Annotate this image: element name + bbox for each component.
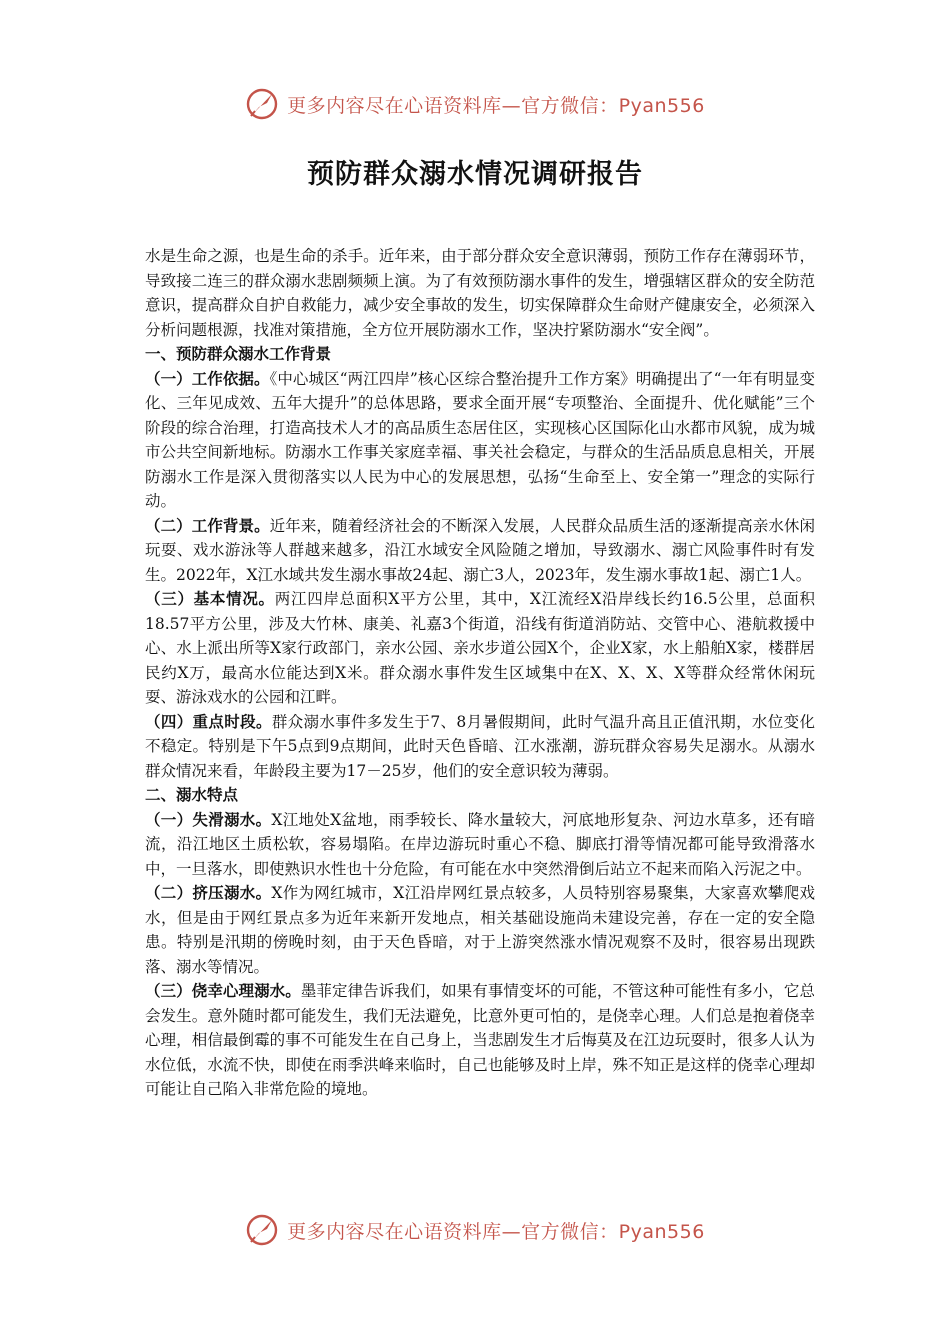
quill-logo-icon bbox=[245, 1213, 279, 1247]
section-heading: 二、溺水特点 bbox=[145, 785, 239, 804]
footer-banner bbox=[0, 1210, 950, 1250]
report-body bbox=[145, 244, 815, 1102]
intro-paragraph: 水是生命之源，也是生命的杀手。近年来，由于部分群众安全意识薄弱，预防工作存在薄弱环节，导致接二连三的群众溺水悲剧频频上演。为了有效预防溺水事件的发生，增强辖区群众的安全防范意识，提高群众自护自救能力，减少安全事故的发生，切实保障群众生命财产健康安全，必须深入分析问题根源，找准对策措施，全方位开展防溺水工作，坚决拧紧防溺水“安全阀”。 bbox=[145, 247, 815, 339]
page-title: 预防群众溺水情况调研报告 bbox=[307, 159, 643, 190]
paragraph-text: X作为网红城市，X江沿岸网红景点较多，人员特别容易聚集，大家喜欢攀爬戏水，但是由于网红景点多为近年来新开发地点，相关基础设施尚未建设完善，存在一定的安全隐患。特别是汛期的傍晚时刻，由于天色昏暗，对于上游突然涨水情况观察不及时，很容易出现跌落、溺水等情况。 bbox=[145, 884, 815, 976]
paragraph bbox=[145, 979, 815, 1102]
paragraph bbox=[145, 710, 815, 784]
paragraph-text: X江地处X盆地，雨季较长、降水量较大，河底地形复杂、河边水草多，还有暗流，沿江地区土质松软，容易塌陷。在岸边游玩时重心不稳、脚底打滑等情况都可能导致滑落水中，一旦落水，即使熟识水性也十分危险，有可能在水中突然滑倒后站立不起来而陷入污泥之中。 bbox=[145, 810, 815, 878]
paragraph-label: （三）基本情况。 bbox=[145, 589, 275, 608]
paragraph-label: （四）重点时段。 bbox=[145, 711, 272, 731]
banner-text: 更多内容尽在心语资料库—官方微信：Pyan556 bbox=[287, 94, 705, 117]
paragraph-text: 近年来，随着经济社会的不断深入发展，人民群众品质生活的逐渐提高亲水休闲玩耍、戏水游泳等人群越来越多，沿江水域安全风险随之增加，导致溺水、溺亡风险事件时有发生。2022年，X江水域共发生溺水事故24起、溺亡3人，2023年，发生溺水事故1起、溺亡1人。 bbox=[145, 516, 815, 584]
paragraph-label: （一）失滑溺水。 bbox=[145, 809, 272, 829]
paragraph-label: （二）工作背景。 bbox=[145, 515, 270, 535]
paragraph bbox=[145, 367, 815, 514]
paragraph bbox=[145, 808, 815, 882]
paragraph-text: 墨菲定律告诉我们，如果有事情变坏的可能，不管这种可能性有多小，它总会发生。意外随时都可能发生，我们无法避免，比意外更可怕的，是侥幸心理。人们总是抱着侥幸心理，相信最倒霉的事不可能发生在自己身上，当悲剧发生才后悔莫及在江边玩耍时，很多人认为水位低，水流不快，即使在雨季洪峰来临时，自己也能够及时上岸，殊不知正是这样的侥幸心理却可能让自己陷入非常危险的境地。 bbox=[145, 982, 815, 1098]
paragraph bbox=[145, 587, 815, 710]
paragraph bbox=[145, 514, 815, 588]
paragraph bbox=[145, 881, 815, 979]
paragraph-label: （二）挤压溺水。 bbox=[145, 883, 272, 902]
paragraph-label: （一）工作依据。 bbox=[145, 368, 270, 388]
paragraph-label: （三）侥幸心理溺水。 bbox=[145, 981, 301, 1000]
paragraph-text: 群众溺水事件多发生于7、8月暑假期间，此时气温升高且正值汛期，水位变化不稳定。特别是下午5点到9点期间，此时天色昏暗、江水涨潮，游玩群众容易失足溺水。从溺水群众情况来看，年龄段主要为17－25岁，他们的安全意识较为薄弱。 bbox=[145, 712, 815, 780]
header-banner bbox=[0, 84, 950, 124]
paragraph-text: 《中心城区“两江四岸”核心区综合整治提升工作方案》明确提出了“一年有明显变化、三年见成效、五年大提升”的总体思路，要求全面开展“专项整治、全面提升、优化赋能”三个阶段的综合治理，打造高技术人才的高品质生态居住区，实现核心区国际化山水都市风貌，成为城市公共空间新地标。防溺水工作事关家庭幸福、事关社会稳定，与群众的生活品质息息相关，开展防溺水工作是深入贯彻落实以人民为中心的发展思想，弘扬“生命至上、安全第一”理念的实际行动。 bbox=[145, 369, 815, 510]
paragraph-text: 两江四岸总面积X平方公里，其中，X江流经X沿岸线长约16.5公里，总面积18.57平方公里，涉及大竹林、康美、礼嘉3个街道，沿线有街道消防站、交管中心、港航救援中心、水上派出所等X家行政部门，亲水公园、亲水步道公园X个，企业X家，水上船舶X家，楼群居民约X万，最高水位能达到X米。群众溺水事件发生区域集中在X、X、X、X等群众经常休闲玩耍、游泳戏水的公园和江畔。 bbox=[145, 590, 815, 706]
section-heading: 一、预防群众溺水工作背景 bbox=[145, 344, 332, 363]
quill-logo-icon bbox=[245, 87, 279, 121]
banner-text: 更多内容尽在心语资料库—官方微信：Pyan556 bbox=[287, 1220, 705, 1243]
